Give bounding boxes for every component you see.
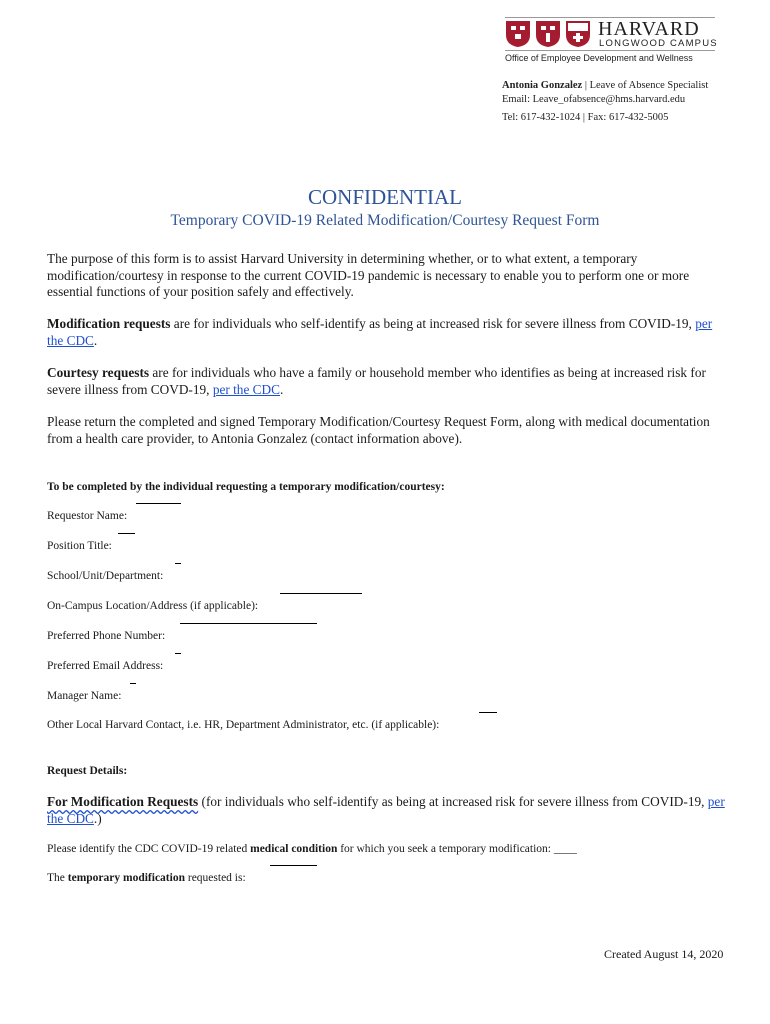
temporary-modification-post: requested is: <box>184 872 246 884</box>
phone-line[interactable] <box>180 623 317 624</box>
modification-text: are for individuals who self-identify as being at increased risk for severe illness from COVID-19, <box>170 316 696 331</box>
field-label: On-Campus Location/Address (if applicable): <box>47 600 259 612</box>
field-label: Other Local Harvard Contact, i.e. HR, Department Administrator, etc. (if applicable): <box>47 719 440 731</box>
department-line[interactable] <box>175 563 181 564</box>
modification-end: . <box>93 332 98 348</box>
manager-line[interactable] <box>130 683 136 684</box>
temporary-modification-bold: temporary modification <box>67 872 185 884</box>
return-paragraph: Please return the completed and signed Temporary Modification/Courtesy Request Form, along with medical documentation from a health care provider, to Antonia Gonzalez (contact information above). <box>47 414 710 446</box>
page-title: CONFIDENTIAL <box>308 185 462 209</box>
position-title-line[interactable] <box>118 533 135 534</box>
other-contact-line[interactable] <box>479 712 497 713</box>
purpose-paragraph: The purpose of this form is to assist Harvard University in determining whether, or to what extent, a temporary modification/courtesy in response to the current COVID-19 pandemic is necessary to enable you to perform one or more essential functions of your position safely and effectively. <box>47 251 690 299</box>
field-label: Preferred Email Address: <box>47 660 164 672</box>
contact-line <box>502 80 708 91</box>
request-details-text: Request Details: <box>47 765 128 777</box>
email-line[interactable] <box>175 653 181 654</box>
field-label: Manager Name: <box>47 690 122 702</box>
modification-paragraph <box>47 316 727 349</box>
field-label: School/Unit/Department: <box>47 570 164 582</box>
temporary-modification-pre: The <box>47 872 68 884</box>
medical-condition-prompt <box>47 843 577 855</box>
requestor-name-line[interactable] <box>136 503 181 504</box>
section-heading <box>47 481 445 493</box>
office-name: Office of Employee Development and Wellness <box>505 53 693 63</box>
temporary-modification-prompt <box>47 872 246 884</box>
cdc-link[interactable]: per the CDC <box>212 381 281 397</box>
cdc-link[interactable]: per the CDC <box>47 794 725 826</box>
medical-condition-post: for which you seek a temporary modification: ____ <box>337 843 577 855</box>
cdc-link[interactable]: per the CDC <box>47 316 713 348</box>
form-subtitle: Temporary COVID-19 Related Modification/Courtesy Request Form <box>170 212 600 229</box>
for-modification-text: (for individuals who self-identify as being at increased risk for severe illness from COVID-19, <box>198 794 708 809</box>
medical-condition-pre: Please identify the CDC COVID-19 related <box>47 843 251 855</box>
field-label: Requestor Name: <box>47 510 128 522</box>
field-label: Position Title: <box>47 540 112 552</box>
for-modification-label: For Modification Requests <box>47 794 199 809</box>
for-modification-end: .) <box>93 810 102 826</box>
contact-email: Email: Leave_ofabsence@hms.harvard.edu <box>502 94 686 105</box>
contact-phone-fax: Tel: 617-432-1024 | Fax: 617-432-5005 <box>502 112 669 123</box>
courtesy-text: are for individuals who have a family or household member who identifies as being at increased risk for severe illness from COVD-19, <box>47 365 706 397</box>
modification-label: Modification requests <box>47 316 171 331</box>
logo-bottom-rule <box>505 50 715 51</box>
created-date: Created August 14, 2020 <box>604 947 724 961</box>
for-modification-paragraph <box>47 794 727 827</box>
courtesy-end: . <box>280 381 284 397</box>
harvard-shields <box>505 20 591 48</box>
request-details-heading <box>47 765 127 777</box>
harvard-shield-icon <box>505 20 531 48</box>
contact-title: | Leave of Absence Specialist <box>582 80 709 91</box>
temporary-modification-line[interactable] <box>270 865 317 866</box>
medical-condition-bold: medical condition <box>250 843 338 855</box>
courtesy-paragraph <box>47 365 727 398</box>
section-heading-text: To be completed by the individual requesting a temporary modification/courtesy: <box>47 481 445 493</box>
courtesy-label: Courtesy requests <box>47 365 150 380</box>
logo-campus: LONGWOOD CAMPUS <box>599 38 718 49</box>
contact-name: Antonia Gonzalez <box>502 80 583 91</box>
location-line[interactable] <box>280 593 362 594</box>
field-label: Preferred Phone Number: <box>47 630 166 642</box>
medical-school-shield-icon <box>535 20 561 48</box>
dental-school-shield-icon <box>565 20 591 48</box>
logo-wordmark: HARVARD <box>598 18 700 40</box>
